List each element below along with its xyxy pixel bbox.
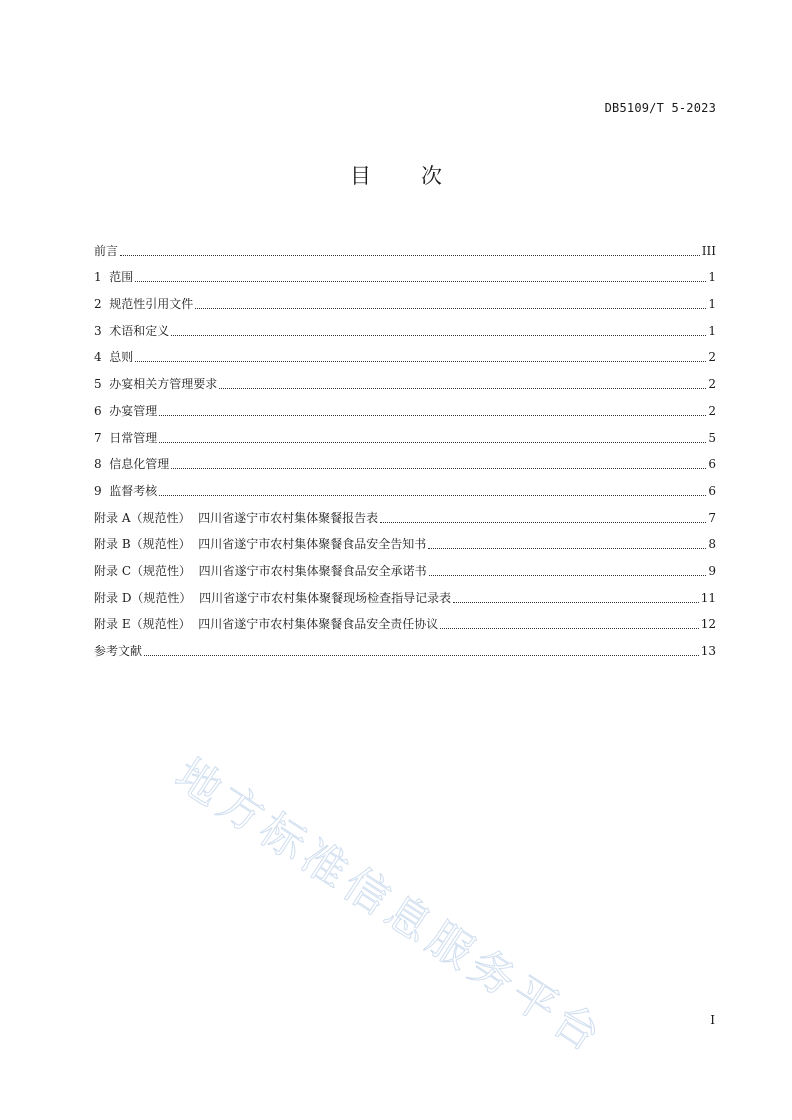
toc-label: 附录 D（规范性） 四川省遂宁市农村集体聚餐现场检查指导记录表 (94, 590, 452, 605)
toc-page: 1 (708, 270, 716, 285)
page-title (0, 160, 792, 190)
toc-leader (440, 627, 699, 629)
toc-entry-parties[interactable] (94, 365, 716, 392)
toc-label: 附录 C（规范性） 四川省遂宁市农村集体聚餐食品安全承诺书 (94, 563, 427, 578)
toc-leader (380, 521, 706, 523)
table-of-contents (94, 232, 716, 659)
toc-leader (429, 574, 707, 576)
toc-entry-terms[interactable] (94, 312, 716, 339)
toc-page: 9 (708, 563, 716, 578)
toc-leader (159, 414, 706, 416)
toc-page: 1 (708, 323, 716, 338)
page-number: I (710, 1013, 715, 1027)
toc-label: 附录 E（规范性） 四川省遂宁市农村集体聚餐食品安全责任协议 (94, 617, 439, 632)
toc-label: 6 办宴管理 (94, 403, 158, 418)
toc-label: 7 日常管理 (94, 430, 158, 445)
watermark: 地方标准信息服务平台 (166, 749, 614, 1065)
toc-entry-supervision[interactable] (94, 472, 716, 499)
toc-leader (171, 334, 706, 336)
toc-leader (135, 280, 706, 282)
toc-leader (135, 360, 706, 362)
toc-label: 附录 B（规范性） 四川省遂宁市农村集体聚餐食品安全告知书 (94, 537, 427, 552)
toc-label: 参考文献 (94, 644, 143, 658)
toc-entry-normative-references[interactable] (94, 285, 716, 312)
toc-page: 2 (708, 377, 716, 392)
toc-entry-general[interactable] (94, 339, 716, 366)
toc-entry-appendix-b[interactable] (94, 526, 716, 553)
toc-leader (159, 441, 706, 443)
toc-label: 5 办宴相关方管理要求 (94, 377, 218, 392)
toc-leader (219, 387, 706, 389)
toc-entry-banquet-management[interactable] (94, 392, 716, 419)
doc-code: DB5109/T 5-2023 (604, 101, 716, 115)
toc-page: 2 (708, 350, 716, 365)
toc-entry-daily-management[interactable] (94, 419, 716, 446)
toc-leader (453, 601, 699, 603)
toc-page: 6 (708, 483, 716, 498)
toc-leader (120, 254, 700, 256)
toc-page: 6 (708, 457, 716, 472)
toc-leader (159, 494, 706, 496)
toc-label: 4 总则 (94, 350, 134, 365)
toc-label: 9 监督考核 (94, 483, 158, 498)
toc-entry-informatization[interactable] (94, 446, 716, 473)
toc-leader (195, 307, 706, 309)
toc-label: 8 信息化管理 (94, 457, 170, 472)
toc-page: 5 (708, 430, 716, 445)
toc-leader (428, 547, 706, 549)
toc-entry-scope[interactable] (94, 259, 716, 286)
toc-label: 前言 (94, 243, 119, 258)
toc-page: 11 (700, 590, 716, 605)
toc-entry-foreword[interactable] (94, 232, 716, 259)
toc-page: 1 (708, 297, 716, 312)
toc-entry-bibliography[interactable] (94, 632, 716, 659)
toc-leader (144, 654, 699, 656)
toc-entry-appendix-a[interactable] (94, 499, 716, 526)
toc-label: 1 范围 (94, 270, 134, 285)
toc-page: III (701, 243, 716, 258)
title-char-2: 次 (421, 164, 442, 188)
toc-entry-appendix-e[interactable] (94, 606, 716, 633)
toc-page: 2 (708, 403, 716, 418)
title-char-1: 目 (350, 164, 371, 188)
toc-label: 附录 A（规范性） 四川省遂宁市农村集体聚餐报告表 (94, 510, 379, 525)
toc-entry-appendix-d[interactable] (94, 579, 716, 606)
toc-page: 12 (700, 617, 716, 632)
toc-page: 8 (708, 537, 716, 552)
toc-label: 3 术语和定义 (94, 323, 170, 338)
toc-leader (171, 467, 706, 469)
toc-entry-appendix-c[interactable] (94, 552, 716, 579)
toc-label: 2 规范性引用文件 (94, 297, 194, 312)
toc-page: 13 (700, 644, 716, 658)
toc-page: 7 (708, 510, 716, 525)
